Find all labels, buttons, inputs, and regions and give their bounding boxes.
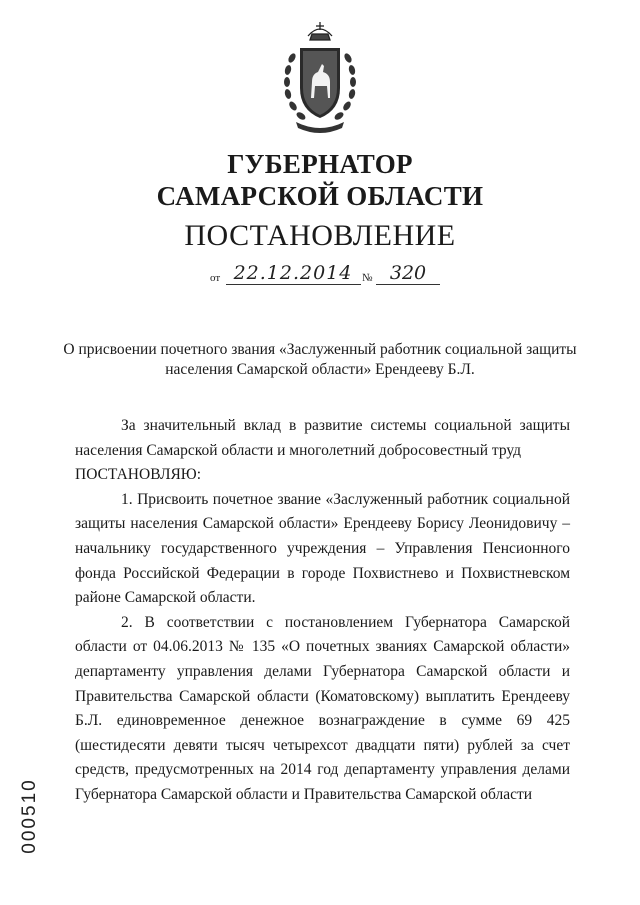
title-governor: ГУБЕРНАТОР: [227, 149, 413, 179]
date-label: от: [210, 272, 221, 284]
title-region: САМАРСКОЙ ОБЛАСТИ: [156, 181, 484, 211]
item-2-paragraph: 2. В соответствии с постановлением Губернатора Самарской области от 04.06.2013 № 135 «О почетных званиях Самарской области» департаменту управления делами Губернатора Самарской области и Правительства Самарской области (Коматовскому) выплатить Ерендееву Б.Л. единовременное денежное вознаграждение в сумме 69 425 (шестидесяти девяти тысяч четырехсот двадцати пяти) рублей за счет средств, предусмотренных на 2014 год департаменту управления делами Губернатора Самарской области и Правительства Самарской области: [75, 613, 570, 803]
margin-stamp-number: 000510: [19, 778, 40, 854]
coat-of-arms-icon: [278, 18, 362, 138]
margin-stamp: [0, 776, 60, 856]
number-label: №: [362, 272, 373, 284]
date-value: 22.12.2014: [233, 262, 353, 284]
number-underline: [376, 284, 440, 285]
date-number-line: [210, 262, 450, 292]
document-subject: О присвоении почетного звания «Заслуженный работник социальной защиты населения Самарской области» Ерендееву Б.Л.: [63, 341, 577, 378]
document-type: ПОСТАНОВЛЕНИЕ: [184, 219, 456, 252]
date-underline: [226, 284, 361, 285]
resolve-heading: ПОСТАНОВЛЯЮ:: [75, 466, 202, 484]
document-body: [75, 414, 570, 808]
intro-paragraph: За значительный вклад в развитие системы социальной защиты населения Самарской области и многолетний добросовестный труд: [75, 417, 570, 459]
item-1-paragraph: 1. Присвоить почетное звание «Заслуженный работник социальной защиты населения Самарской области» Ерендееву Борису Леонидовичу – начальнику государственного учреждения – Управления Пенсионного фонда Российской Федерации в городе Похвистнево и Похвистневском районе Самарской области.: [75, 490, 570, 607]
number-value: 320: [389, 262, 427, 284]
